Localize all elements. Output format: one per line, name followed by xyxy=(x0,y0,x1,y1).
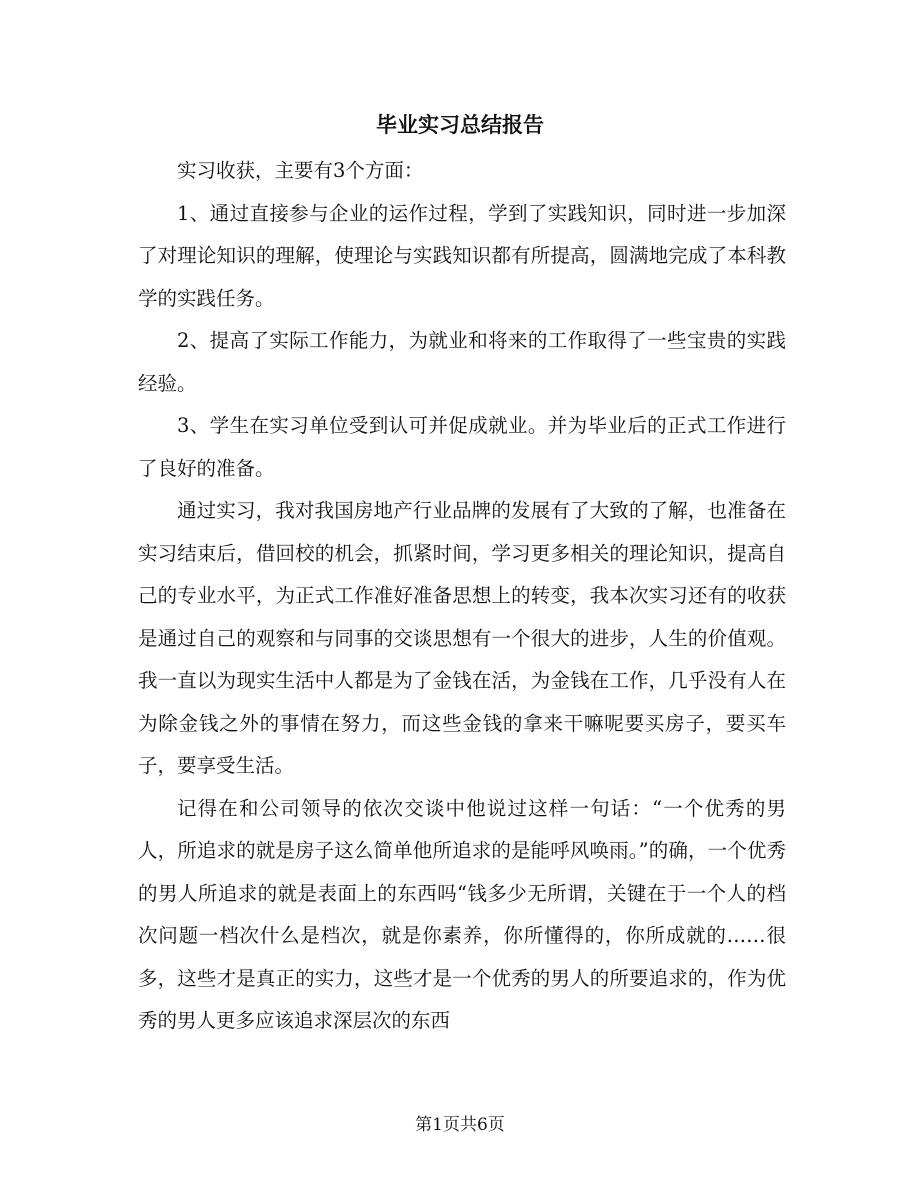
paragraph-intro: 实习收获，主要有3个方面： xyxy=(177,159,424,182)
paragraph-point-2: 2、提高了实际工作能力，为就业和将来的工作取得了一些宝贵的实践经验。 xyxy=(138,329,786,395)
page-number-footer: 第1页共6页 xyxy=(415,1115,505,1135)
paragraph-reflection: 通过实习，我对我国房地产行业品牌的发展有了大致的了解，也准备在实习结束后，借回校的机会，抓紧时间，学习更多相关的理论知识，提高自己的专业水平，为正式工作准好准备思想上的转变，我本次实习还有的收获是通过自己的观察和与同事的交谈思想有一个很大的进步，人生的价值观。我一直以为现实生活中人都是为了金钱在活，为金钱在工作，几乎没有人在为除金钱之外的事情在努力，而这些金钱的拿来干嘛呢要买房子，要买车子，要享受生活。 xyxy=(138,499,786,777)
paragraph-conversation: 记得在和公司领导的依次交谈中他说过这样一句话：“一个优秀的男人，所追求的就是房子这么简单他所追求的是能呼风唤雨。”的确，一个优秀的男人所追求的就是表面上的东西吗“钱多少无所谓，关键在于一个人的档次问题一档次什么是档次，就是你素养，你所懂得的，你所成就的……很多，这些才是真正的实力，这些才是一个优秀的男人的所要追求的，作为优秀的男人更多应该追求深层次的东西 xyxy=(138,796,786,1032)
document-body xyxy=(138,150,786,1043)
paragraph-point-1: 1、通过直接参与企业的运作过程，学到了实践知识，同时进一步加深了对理论知识的理解，使理论与实践知识都有所提高，圆满地完成了本科教学的实践任务。 xyxy=(138,201,786,310)
document-title: 毕业实习总结报告 xyxy=(376,112,544,137)
paragraph-point-3: 3、学生在实习单位受到认可并促成就业。并为毕业后的正式工作进行了良好的准备。 xyxy=(138,414,786,480)
